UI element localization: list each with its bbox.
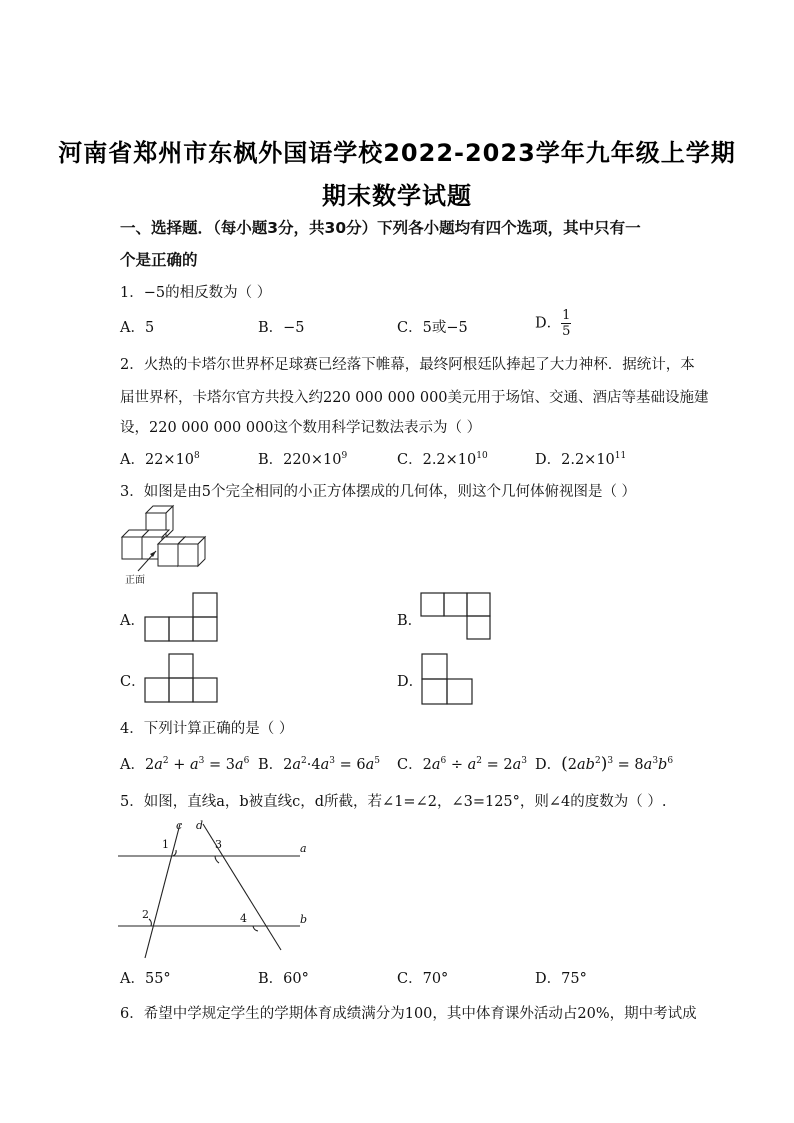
q4-option-c-formula: $2a^6 \div a^2 = 2a^3$: [422, 756, 527, 773]
q2-option-a[interactable]: [120, 448, 200, 469]
label-2: 2: [142, 908, 149, 921]
q5-option-a[interactable]: A．55°: [120, 971, 171, 987]
q5-stem: 5．如图，直线a，b被直线c，d所截，若∠1=∠2，∠3=125°，则∠4的度数为（ ）.: [120, 794, 667, 810]
q3-option-d[interactable]: D．: [397, 674, 424, 690]
q3-stem: 3．如图是由5个完全相同的小正方体摆成的几何体，则这个几何体俯视图是（ ）: [120, 484, 637, 500]
page-title-line2: 期末数学试题: [322, 182, 472, 210]
q4-stem: 4．下列计算正确的是（ ）: [120, 721, 294, 737]
fraction: [561, 308, 571, 339]
label-d: d: [196, 819, 204, 832]
exponent: 8: [194, 451, 200, 461]
q2-option-a-text: A．22×10: [120, 452, 195, 468]
q4-option-a[interactable]: [120, 753, 249, 774]
q3-option-d-figure: [422, 653, 482, 703]
q2-stem-line1: 2．火热的卡塔尔世界杯足球赛已经落下帷幕，最终阿根廷队捧起了大力神杯．据统计，本: [120, 357, 695, 373]
q4-option-c-label: C．: [397, 757, 423, 773]
q1-option-c[interactable]: C．5或−5: [397, 320, 468, 336]
q1-option-d[interactable]: [535, 308, 571, 339]
q2-option-d-text: D．2.2×10: [535, 452, 615, 468]
q4-option-d-formula: $(2ab^2)^3 = 8a^3b^6$: [561, 754, 674, 774]
label-b: b: [300, 913, 308, 926]
q2-option-c[interactable]: [397, 448, 488, 469]
q3-option-c[interactable]: C．: [120, 674, 146, 690]
label-4: 4: [240, 912, 247, 925]
exponent: 9: [341, 451, 348, 461]
q1-stem: 1．−5的相反数为（ ）: [120, 285, 272, 301]
section-heading-line2: 个是正确的: [120, 251, 198, 269]
exponent: 11: [614, 451, 627, 461]
q1-option-b[interactable]: B．−5: [258, 320, 305, 336]
q4-option-b-label: B．: [258, 757, 284, 773]
q3-option-a-figure: [145, 592, 220, 642]
q4-option-a-formula: $2a^2 + a^3 = 3a^6$: [144, 756, 250, 773]
label-c: c: [176, 819, 183, 832]
q3-option-b-figure: [421, 592, 496, 642]
q4-option-b[interactable]: [258, 753, 380, 774]
q5-option-d[interactable]: D．75°: [535, 971, 587, 987]
q6-stem-line1: 6．希望中学规定学生的学期体育成绩满分为100，其中体育课外活动占20%，期中考试成: [120, 1006, 697, 1022]
q4-option-d[interactable]: [535, 753, 673, 774]
q4-option-c[interactable]: [397, 753, 527, 774]
q2-option-c-text: C．2.2×10: [397, 452, 477, 468]
q2-stem-line3: 设，220 000 000 000这个数用科学记数法表示为（ ）: [120, 420, 482, 436]
q2-option-b[interactable]: [258, 448, 347, 469]
q5-option-c[interactable]: C．70°: [397, 971, 449, 987]
q5-option-b[interactable]: B．60°: [258, 971, 309, 987]
q4-option-d-label: D．: [535, 757, 562, 773]
fraction-numerator: 1: [562, 308, 571, 323]
q1-option-a[interactable]: A．5: [120, 320, 155, 336]
q5-lines-figure: [118, 815, 318, 960]
exponent: 10: [476, 451, 488, 461]
page-title: 河南省郑州市东枫外国语学校2022-2023学年九年级上学期: [58, 139, 736, 167]
q3-option-b[interactable]: B．: [397, 613, 423, 629]
q3-option-c-figure: [145, 653, 220, 703]
q3-option-a[interactable]: A．: [120, 613, 145, 629]
label-1: 1: [162, 838, 169, 851]
front-view-label: 正面: [125, 575, 145, 586]
label-3: 3: [215, 838, 222, 851]
q1-option-d-label: D．: [535, 315, 562, 332]
section-heading: 一、选择题．（每小题3分，共30分）下列各小题均有四个选项，其中只有一: [120, 219, 641, 237]
q2-stem-line2: 届世界杯，卡塔尔官方共投入约220 000 000 000美元用于场馆、交通、酒店等基础设施建: [120, 390, 709, 406]
q2-option-b-text: B．220×10: [258, 452, 342, 468]
label-a: a: [300, 842, 307, 855]
q4-option-b-formula: $2a^2\cdot 4a^3 = 6a^5$: [283, 756, 380, 773]
q4-option-a-label: A．: [120, 757, 145, 773]
fraction-denominator: 5: [562, 324, 571, 339]
q2-option-d[interactable]: [535, 448, 626, 469]
